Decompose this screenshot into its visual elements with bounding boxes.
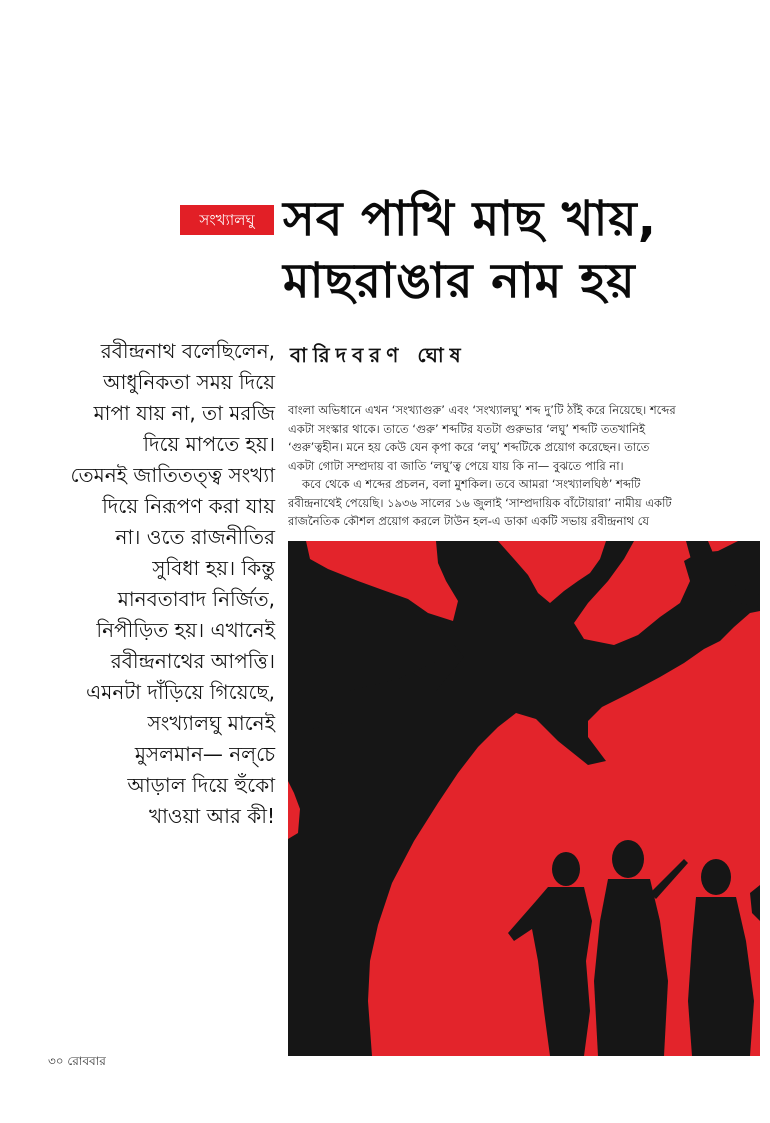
article-title bbox=[283, 188, 763, 312]
body-line: রাজনৈতিক কৌশল প্রয়োগ করলে টাউন হল-এ ডাকা একটি সভায় রবীন্দ্রনাথ যে bbox=[288, 514, 649, 528]
pull-quote-line: রবীন্দ্রনাথের আপত্তি। bbox=[110, 649, 275, 673]
category-tag: সংখ্যালঘু bbox=[180, 205, 274, 235]
page-footer: ৩০ রোববার bbox=[48, 1054, 106, 1068]
body-line: একটা গোটা সম্প্রদায় বা জাতি ‘লঘু’ত্ব পেয়ে যায় কি না— বুঝতে পারি না। bbox=[288, 458, 624, 473]
body-line: রবীন্দ্রনাথেই পেয়েছি। ১৯৩৬ সালের ১৬ জুলাই ‘সাম্প্রদায়িক বাঁটোয়ারা’ নামীয় একটি bbox=[288, 495, 672, 510]
article-body bbox=[288, 401, 758, 531]
body-line: একটা সংস্কার থাকে। তাতে ‘গুরু’ শব্দটির যতটা গুরুভার ‘লঘু’ শব্দটি ততখানিই bbox=[288, 421, 646, 436]
title-line-2: মাছরাঙার নাম হয় bbox=[283, 253, 636, 309]
pull-quote bbox=[70, 336, 275, 832]
pull-quote-line: মানবতাবাদ নির্জিত, bbox=[117, 587, 275, 611]
person-head bbox=[701, 859, 731, 895]
pull-quote-line: মুসলমান— নল্‌চে bbox=[134, 742, 275, 766]
person-head bbox=[552, 852, 580, 886]
person-head bbox=[612, 840, 644, 878]
body-line: কবে থেকে এ শব্দের প্রচলন, বলা মুশকিল। তবে আমরা ‘সংখ্যালঘিষ্ঠ’ শব্দটি bbox=[302, 477, 641, 491]
body-line: বাংলা অভিধানে এখন ‘সংখ্যাগুরু’ এবং ‘সংখ্যালঘু’ শব্দ দু’টি ঠাঁই করে নিয়েছে। শব্দের bbox=[288, 403, 676, 417]
pull-quote-line: দিয়ে নিরূপণ করা যায় bbox=[102, 494, 275, 518]
pull-quote-line: মাপা যায় না, তা মরজি bbox=[93, 401, 275, 425]
author-byline: বারিদবরণ ঘোষ bbox=[290, 343, 467, 367]
pull-quote-line: রবীন্দ্রনাথ বলেছিলেন, bbox=[100, 339, 275, 363]
pull-quote-line: তেমনই জাতিতত্ত্ব সংখ্যা bbox=[70, 463, 275, 487]
pull-quote-line: না। ওতে রাজনীতির bbox=[115, 525, 275, 549]
body-line: ‘গুরু’ত্বহীন। মনে হয় কেউ যেন কৃপা করে ‘লঘু’ শব্দটিকে প্রয়োগ করেছেন। তাতে bbox=[288, 440, 650, 454]
pull-quote-line: সুবিধা হয়। কিন্তু bbox=[152, 556, 275, 580]
pull-quote-line: দিয়ে মাপতে হয়। bbox=[143, 432, 275, 456]
pull-quote-line: খাওয়া আর কী! bbox=[148, 804, 275, 828]
pull-quote-line: আড়াল দিয়ে হুঁকো bbox=[127, 773, 275, 797]
pull-quote-line: এমনটা দাঁড়িয়ে গিয়েছে, bbox=[86, 680, 275, 704]
pull-quote-line: সংখ্যালঘু মানেই bbox=[147, 711, 275, 735]
pull-quote-line: আধুনিকতা সময় দিয়ে bbox=[103, 370, 275, 394]
title-line-1: সব পাখি মাছ খায়, bbox=[283, 191, 657, 247]
pull-quote-line: নিপীড়িত হয়। এখানেই bbox=[96, 618, 275, 642]
tree-silhouette-illustration bbox=[288, 541, 760, 1056]
